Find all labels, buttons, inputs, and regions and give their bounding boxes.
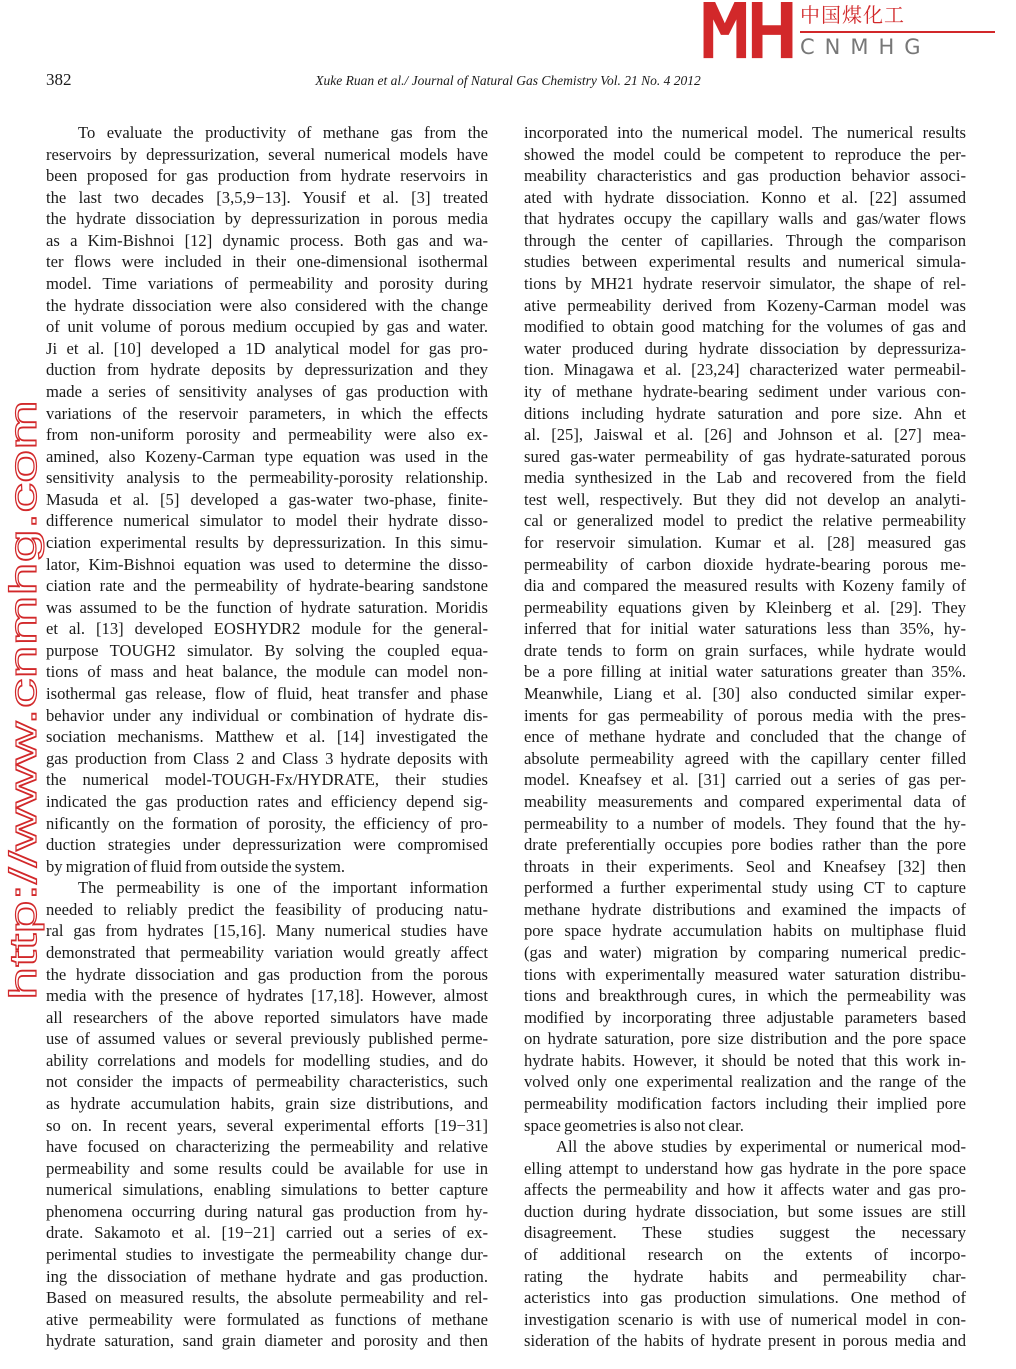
text-line: water produced during hydrate dissociation by depressuriza- [524,338,966,358]
text-line: ity of methane hydrate-bearing sediment under various con- [524,381,966,401]
text-line: ciation rate and the permeability of hydrate-bearing sandstone [46,576,488,596]
text-line: from non-uniform porosity and permeability were also ex- [46,425,488,445]
text-line: demonstrated that permeability variation would greatly affect [46,942,488,962]
text-line: drate tends to form on grain surfaces, while hydrate would [524,640,966,660]
text-line: permeability modification factors including their implied pore [524,1094,966,1114]
text-line: dia and compared the measured results with Kozeny family of [524,576,966,596]
text-line: The permeability is one of the important information [78,878,488,898]
text-line: made a series of sensitivity analyses of gas production with [46,381,488,401]
text-line: ciation experimental results by depressurization. In this simu- [46,532,488,552]
text-line: purpose TOUGH2 simulator. By solving the coupled equa- [46,640,488,660]
text-line: media with the presence of hydrates [17,18]. However, almost [46,986,488,1006]
text-line: all researchers of the above reported simulators have made [46,1007,488,1027]
text-line: acteristics into gas production simulations. One method of [524,1288,966,1308]
text-line: tions and breakthrough cures, in which the permeability was [524,986,966,1006]
text-line: Based on measured results, the absolute permeability and rel- [46,1288,488,1308]
text-line: test well, respectively. But they did not develop an analyti- [524,489,966,509]
text-line: permeability of carbon dioxide hydrate-bearing porous me- [524,554,966,574]
text-line: sociation mechanisms. Matthew et al. [14] investigated the [46,727,488,747]
text-line: model. Time variations of permeability and porosity during [46,274,488,294]
text-line: All the above studies by experimental or numerical mod- [556,1137,966,1157]
text-line: sured gas-water permeability of gas hydrate-saturated porous [524,446,966,466]
text-line: space geometries is also not clear. [524,1115,744,1135]
text-line: isothermal gas release, flow of fluid, heat transfer and phase [46,684,488,704]
text-line: the hydrate dissociation and gas production from the porous [46,964,488,984]
text-line: the hydrate dissociation were also considered with the change [46,295,488,315]
text-line: rating the hydrate habits and permeability char- [524,1266,966,1286]
text-line: volved only one experimental realization and the range of the [524,1072,966,1092]
text-line: so on. In recent years, several experimental efforts [19−31] [46,1115,488,1135]
text-line: through the center of capillaries. Through the comparison [524,230,966,250]
text-line: duction strategies under depressurization were compromised [46,835,488,855]
text-line: by migration of fluid from outside the system. [46,856,346,876]
text-line: meability measurements and compared experimental data of [524,791,966,811]
text-line: modified to obtain good matching for the volumes of gas and [524,317,966,337]
text-line: amined, also Kozeny-Carman type equation was used in the [46,446,488,466]
text-line: permeability to a number of models. They found that the hy- [524,813,966,833]
text-line: ative permeability were formulated as functions of methane [46,1309,488,1329]
text-line: studies between experimental results and numerical simula- [524,252,966,272]
text-line: ence of methane hydrate and concluded that the change of [524,727,966,747]
text-line: drate. Sakamoto et al. [19−21] carried out a series of ex- [46,1223,488,1243]
text-line: sensitivity analysis to the permeability-porosity relationship. [46,468,488,488]
text-line: throats in their experiments. Seol and Kneafsey [32] then [524,856,966,876]
text-line: affects the permeability and how it affects water and gas pro- [524,1180,966,1200]
text-line: nificantly on the formation of porosity, the efficiency of pro- [46,813,488,833]
text-line: lator, Kim-Bishnoi equation was used to determine the disso- [46,554,488,574]
text-line: have focused on characterizing the permeability and relative [46,1137,488,1157]
text-line: hydrate saturation, sand grain diameter and porosity and then [46,1331,488,1351]
text-line: the last two decades [3,5,9−13]. Yousif et al. [3] treated [46,187,488,207]
text-line: perimental studies to investigate the permeability change dur- [46,1245,488,1265]
text-line: media synthesized in the Lab and recovered from the field [524,468,966,488]
text-line: incorporated into the numerical model. The numerical results [524,123,966,142]
text-line: of unit volume of porous medium occupied by gas and water. [46,317,488,337]
text-line: tions of mass and heat balance, the module can model non- [46,662,488,682]
text-line: for reservoir simulation. Kumar et al. [28] measured gas [524,532,966,552]
text-line: was assumed to be the function of hydrate saturation. Moridis [46,597,488,617]
text-line: Meanwhile, Liang et al. [30] also conducted similar exper- [524,684,966,704]
watermark-text: http://www.cnmhg.com [3,617,45,1000]
text-line: be a pore filling at initial water saturations greater than 35%. [524,662,966,682]
text-line: To evaluate the productivity of methane gas from the [78,123,488,142]
text-line: inferred that for initial water saturations less than 35%, hy- [524,619,966,639]
text-line: tions by MH21 hydrate reservoir simulator, the shape of rel- [524,274,966,294]
text-line: modified by incorporating three adjustable parameters based [524,1007,966,1027]
text-line: ated with hydrate dissociation. Konno et al. [22] assumed [524,187,966,207]
text-line: needed to reliably predict the feasibility of producing natu- [46,899,488,919]
logo-english-text: CNMHG [800,35,931,59]
text-line: gas production from Class 2 and Class 3 hydrate deposits with [46,748,488,768]
text-line: on hydrate saturation, pore size distribution and the pore space [524,1029,966,1049]
text-line: iments for gas permeability of porous media with the pres- [524,705,966,725]
text-line: (gas and water) migration by comparing numerical predic- [524,942,966,962]
text-line: numerical simulations, enabling simulations to better capture [46,1180,488,1200]
text-line: ability correlations and models for modelling studies, and do [46,1050,488,1070]
text-line: absolute permeability agreed with the capillary center filled [524,748,966,768]
text-line: ative permeability derived from Kozeny-Carman model was [524,295,966,315]
text-line: been proposed for gas production from hydrate reservoirs in [46,166,488,186]
watermark-url [0,0,46,1369]
text-line: tion. Minagawa et al. [23,24] characterized water permeabil- [524,360,966,380]
text-line: permeability and some results could be available for use in [46,1158,488,1178]
text-line: Ji et al. [10] developed a 1D analytical model for gas pro- [46,338,488,358]
text-line: difference numerical simulator to model their hydrate disso- [46,511,488,531]
left-column [46,122,488,1352]
text-line: investigation scenario is with use of numerical model in con- [524,1309,966,1329]
text-line: et al. [13] developed EOSHYDR2 module for the general- [46,619,488,639]
text-line: ing the dissociation of methane hydrate and gas production. [46,1266,488,1286]
text-line: ral gas from hydrates [15,16]. Many numerical studies have [46,921,488,941]
logo-chinese-text: 中国煤化工 [800,3,905,27]
text-line: model. Kneafsey et al. [31] carried out a series of gas per- [524,770,966,790]
text-line: ditions including hydrate saturation and pore size. Ahn et [524,403,966,423]
right-column [524,122,966,1352]
text-line: reservoirs by depressurization, several numerical models have [46,144,488,164]
text-line: cal or generalized model to predict the relative permeability [524,511,966,531]
text-line: ter flows were included in their one-dimensional isothermal [46,252,488,272]
text-line: the numerical model-TOUGH-Fx/HYDRATE, their studies [46,770,488,790]
text-line: as hydrate accumulation habits, grain size distributions, and [46,1094,488,1114]
text-line: variations of the reservoir parameters, in which the effects [46,403,488,423]
text-line: tions with experimentally measured water saturation distribu- [524,964,966,984]
text-line: permeability equations given by Kleinberg et al. [29]. They [524,597,966,617]
text-line: use of assumed values or several previously published perme- [46,1029,488,1049]
text-line: elling attempt to understand how gas hydrate in the pore space [524,1158,966,1178]
text-line: methane hydrate distributions and examined the impacts of [524,899,966,919]
text-line: meability characteristics and gas production behavior associ- [524,166,966,186]
text-line: sideration of the habits of hydrate present in porous media and [524,1331,966,1351]
text-line: al. [25], Jaiswal et al. [26] and Johnson et al. [27] mea- [524,425,966,445]
text-line: that hydrates occupy the capillary walls and gas/water flows [524,209,966,229]
text-line: pore space hydrate accumulation habits on multiphase fluid [524,921,966,941]
text-line: hydrate habits. However, it should be noted that this work in- [524,1050,966,1070]
text-line: duction during hydrate dissociation, but some issues are still [524,1201,966,1221]
text-line: Masuda et al. [5] developed a gas-water two-phase, finite- [46,489,488,509]
text-line: duction from hydrate deposits by depressurization and they [46,360,488,380]
text-line: as a Kim-Bishnoi [12] dynamic process. Both gas and wa- [46,230,488,250]
text-line: disagreement. These studies suggest the necessary [524,1223,966,1243]
running-head: Xuke Ruan et al./ Journal of Natural Gas Chemistry Vol. 21 No. 4 2012 [315,73,701,88]
text-line: phenomena occurring during natural gas production from hy- [46,1201,488,1221]
cnmhg-logo-icon [700,2,796,60]
text-line: of additional research on the extents of incorpo- [524,1245,966,1265]
logo-divider [800,31,995,33]
text-line: not consider the impacts of permeability characteristics, such [46,1072,488,1092]
watermark-logo [700,2,1000,62]
text-line: behavior under any individual or combination of hydrate dis- [46,705,488,725]
text-line: drate preferentially occupies pore bodies rather than the pore [524,835,966,855]
text-line: performed a further experimental study using CT to capture [524,878,966,898]
text-line: indicated the gas production rates and efficiency depend sig- [46,791,488,811]
text-line: the hydrate dissociation by depressurization in porous media [46,209,488,229]
text-line: showed the model could be competent to reproduce the per- [524,144,966,164]
page-number: 382 [46,70,72,89]
